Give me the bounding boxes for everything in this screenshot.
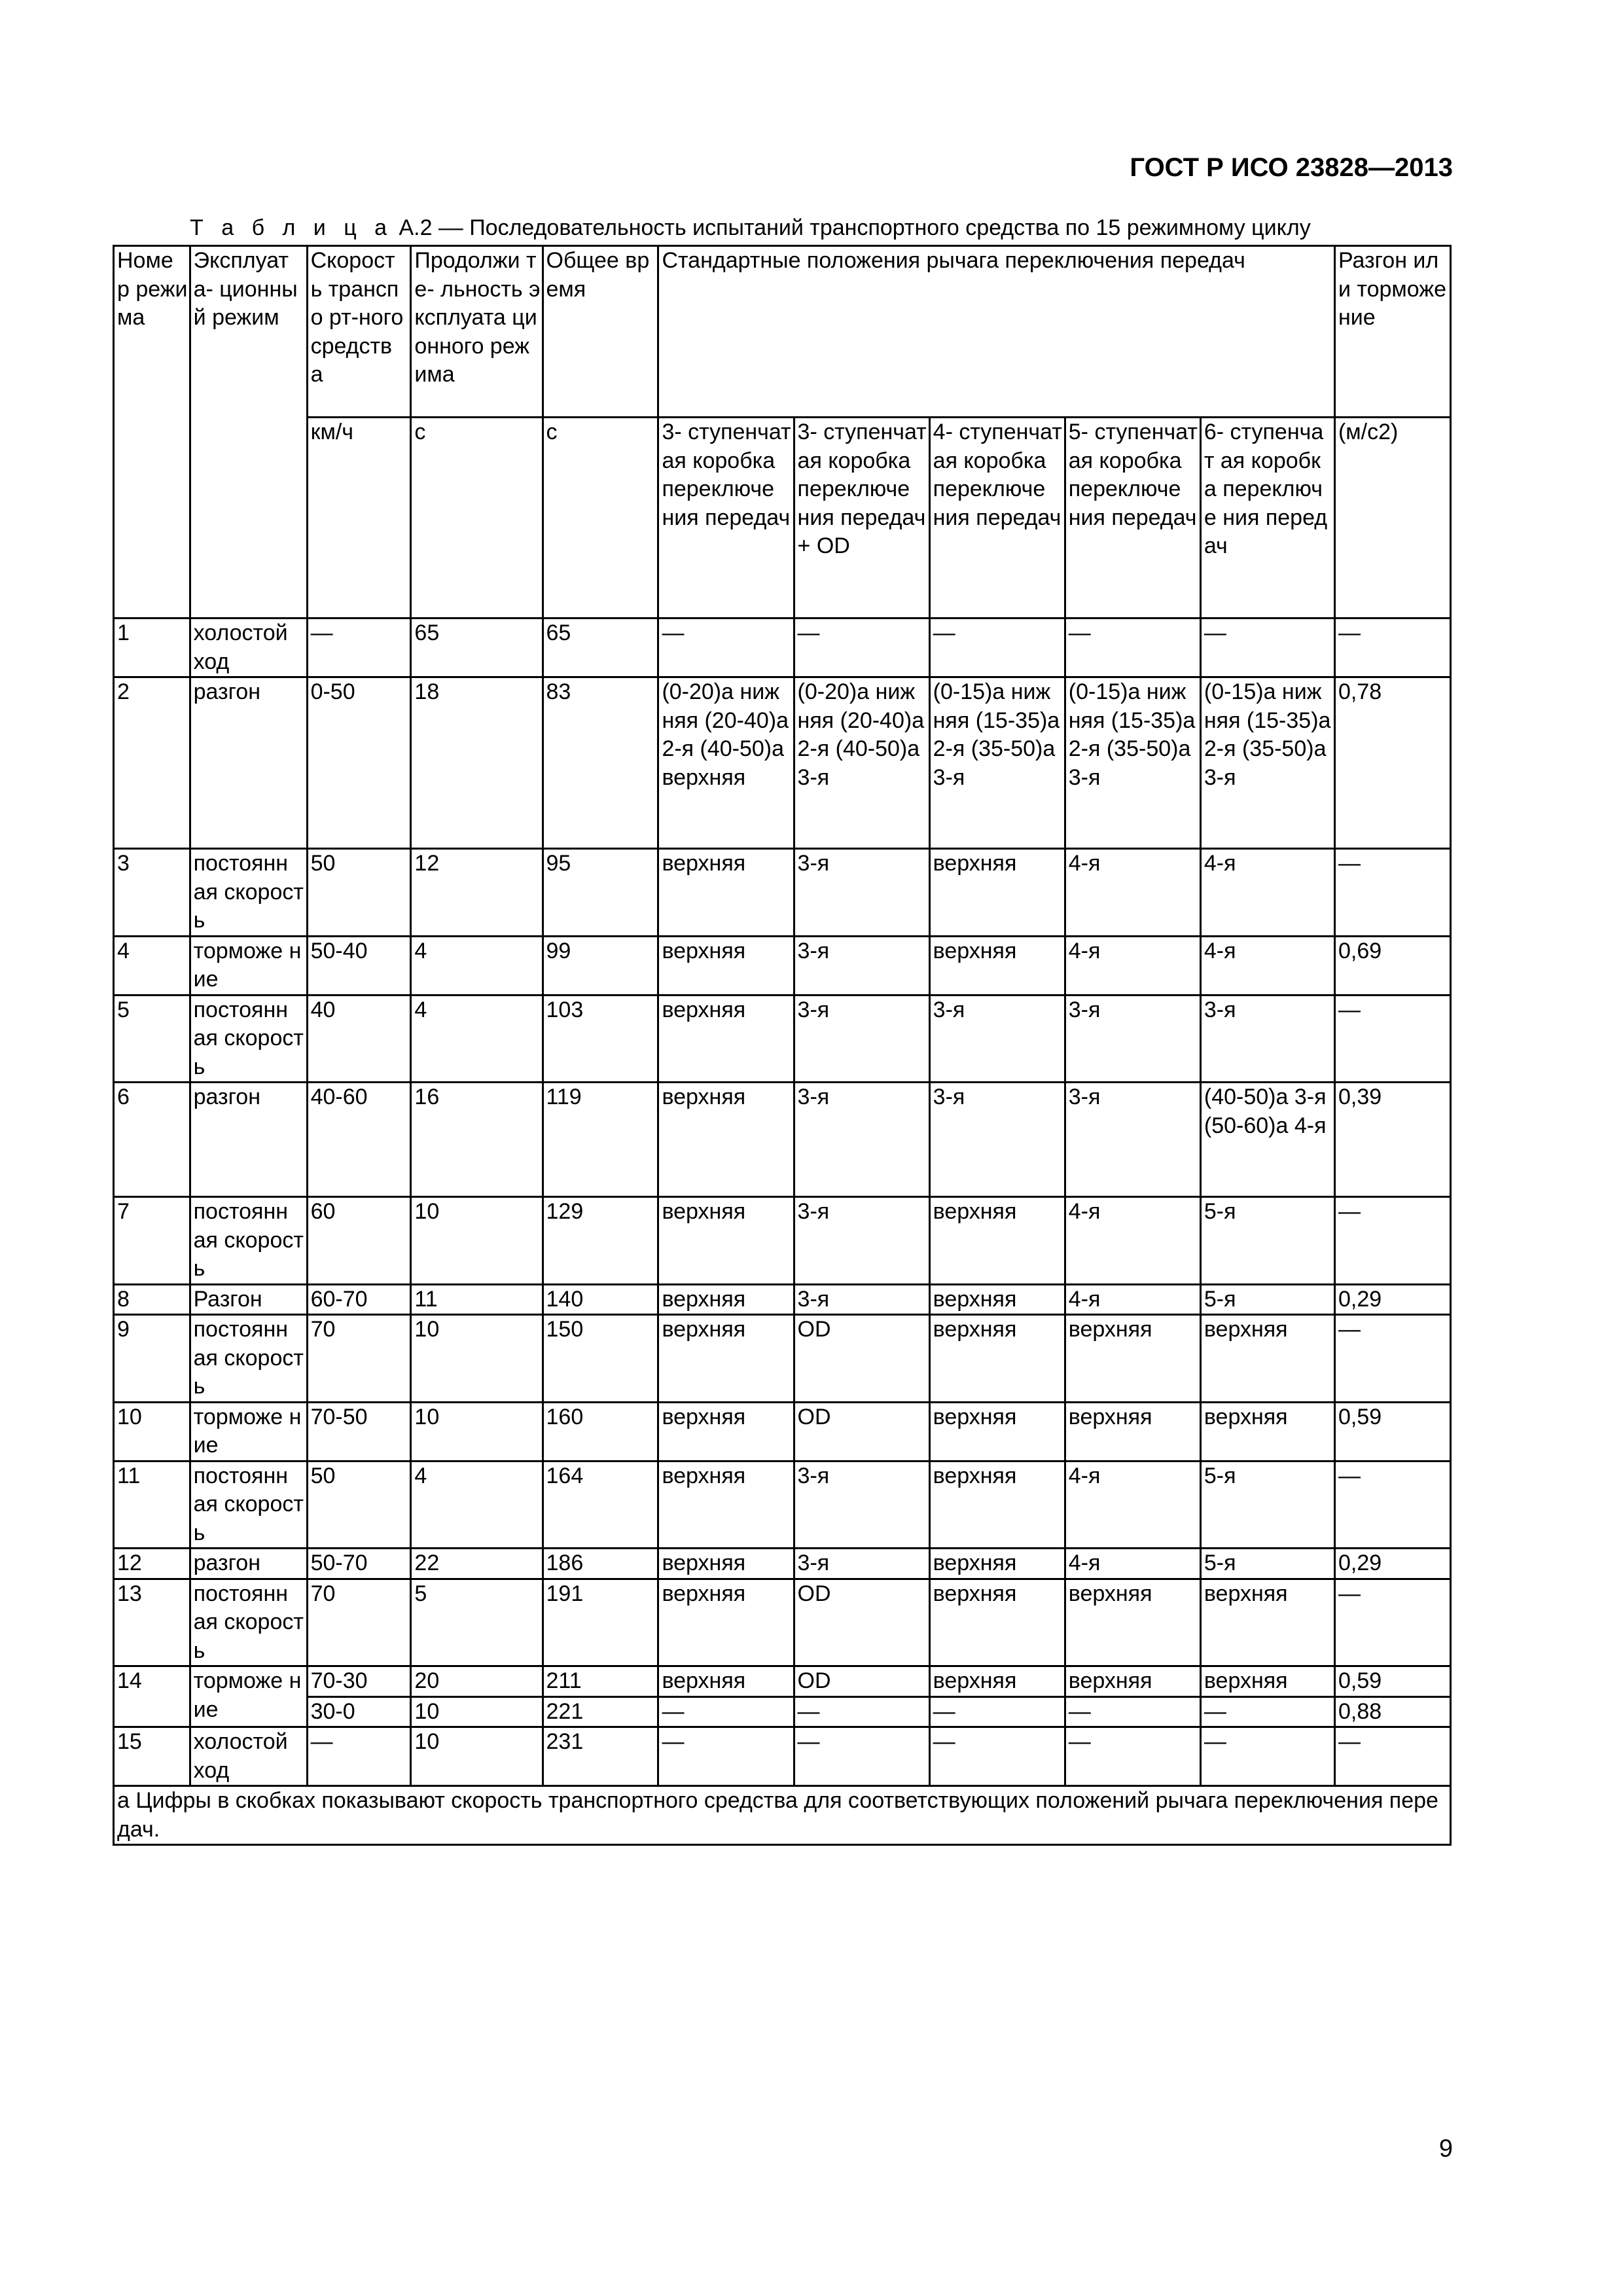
header-operating-mode: Эксплуат а- ционный режим	[190, 246, 307, 619]
table-cell: —	[1334, 1197, 1450, 1285]
table-row	[114, 849, 1451, 937]
table-row	[114, 1579, 1451, 1666]
table-cell: 164	[543, 1461, 658, 1549]
table-cell: 70-50	[307, 1402, 411, 1461]
header-gear-positions: Стандартные положения рычага переключения передач	[658, 246, 1335, 418]
table-cell: 4-я	[1200, 936, 1334, 995]
gearbox-3-speed-od: 3- ступенчат ая коробка переключе ния передач + OD	[794, 418, 929, 619]
table-cell: верхняя	[658, 1083, 794, 1197]
table-cell: 103	[543, 995, 658, 1083]
table-body	[114, 246, 1451, 1845]
table-cell: —	[1200, 619, 1334, 677]
table-cell: верхняя	[929, 849, 1065, 937]
table-row	[114, 619, 1451, 677]
header-mode-number: Номе р режи ма	[114, 246, 190, 619]
table-cell: 83	[543, 677, 658, 849]
table-cell: 50	[307, 849, 411, 937]
table-cell: постоянн ая скорость	[190, 849, 307, 937]
table-cell: —	[307, 619, 411, 677]
table-cell: —	[658, 1727, 794, 1786]
table-cell: верхняя	[658, 995, 794, 1083]
table-cell: 3-я	[794, 936, 929, 995]
table-cell: 221	[543, 1696, 658, 1727]
table-cell: верхняя	[658, 1197, 794, 1285]
header-mode-duration: Продолжи те- льность эксплуата ционного режима	[411, 246, 543, 418]
table-cell: 3-я	[794, 1549, 929, 1579]
table-cell: 9	[114, 1315, 190, 1403]
table-cell: 0,88	[1334, 1696, 1450, 1727]
table-cell: торможе ние	[190, 1666, 307, 1727]
table-cell: 0,59	[1334, 1666, 1450, 1697]
table-cell: (0-15)а нижняя (15-35)а 2-я (35-50)а 3-я	[1065, 677, 1200, 849]
gearbox-5-speed: 5- ступенчат ая коробка переключе ния передач	[1065, 418, 1200, 619]
table-cell: 3-я	[794, 849, 929, 937]
table-cell: —	[658, 1696, 794, 1727]
table-cell: верхняя	[658, 1315, 794, 1403]
table-cell: 150	[543, 1315, 658, 1403]
table-cell: (0-20)а нижняя (20-40)а 2-я (40-50)а 3-я	[794, 677, 929, 849]
table-cell: торможе ние	[190, 1402, 307, 1461]
table-cell: 50	[307, 1461, 411, 1549]
table-cell: —	[1200, 1696, 1334, 1727]
header-row	[114, 246, 1451, 418]
table-cell: 99	[543, 936, 658, 995]
table-cell: 60	[307, 1197, 411, 1285]
table-cell: —	[1334, 619, 1450, 677]
table-cell: постоянн ая скорость	[190, 1579, 307, 1666]
table-cell: 95	[543, 849, 658, 937]
table-cell: 3-я	[794, 1083, 929, 1197]
table-row	[114, 1402, 1451, 1461]
table-cell: 0-50	[307, 677, 411, 849]
table-cell: 3-я	[794, 995, 929, 1083]
table-cell: верхняя	[929, 1549, 1065, 1579]
table-cell: 186	[543, 1549, 658, 1579]
table-caption-prefix: Т а б л и ц а	[190, 215, 393, 240]
table-cell: 0,29	[1334, 1549, 1450, 1579]
table-cell: (0-15)а нижняя (15-35)а 2-я (35-50)а 3-я	[929, 677, 1065, 849]
table-cell: верхняя	[929, 1579, 1065, 1666]
table-row	[114, 1727, 1451, 1786]
table-cell: 7	[114, 1197, 190, 1285]
table-cell: верхняя	[658, 1549, 794, 1579]
table-cell: верхняя	[1200, 1579, 1334, 1666]
table-caption-text: А.2 –– Последовательность испытаний транспортного средства по 15 режимному циклу	[399, 215, 1311, 240]
table-cell: 70	[307, 1579, 411, 1666]
table-cell: 18	[411, 677, 543, 849]
table-cell: 5	[114, 995, 190, 1083]
table-row	[114, 1461, 1451, 1549]
table-cell: 10	[114, 1402, 190, 1461]
table-cell: 5-я	[1200, 1284, 1334, 1315]
table-cell: —	[1065, 1727, 1200, 1786]
table-cell: 211	[543, 1666, 658, 1697]
table-cell: 1	[114, 619, 190, 677]
table-cell: —	[307, 1727, 411, 1786]
table-cell: верхняя	[929, 1284, 1065, 1315]
table-cell: 2	[114, 677, 190, 849]
page-number: 9	[1438, 2135, 1453, 2162]
table-cell: —	[1334, 995, 1450, 1083]
table-cell: —	[794, 1696, 929, 1727]
table-cell: верхняя	[929, 1197, 1065, 1285]
table-cell: 65	[543, 619, 658, 677]
table-cell: 10	[411, 1696, 543, 1727]
gearbox-4-speed: 4- ступенчат ая коробка переключе ния передач	[929, 418, 1065, 619]
table-cell: 10	[411, 1402, 543, 1461]
table-cell: верхняя	[1065, 1402, 1200, 1461]
table-cell: верхняя	[929, 1461, 1065, 1549]
table-cell: холостой ход	[190, 1727, 307, 1786]
table-cell: OD	[794, 1666, 929, 1697]
table-cell: разгон	[190, 1083, 307, 1197]
table-cell: —	[929, 1696, 1065, 1727]
table-cell: верхняя	[929, 1315, 1065, 1403]
table-cell: 40-60	[307, 1083, 411, 1197]
table-cell: Разгон	[190, 1284, 307, 1315]
table-cell: 65	[411, 619, 543, 677]
table-cell: 5-я	[1200, 1461, 1334, 1549]
unit-duration: с	[411, 418, 543, 619]
table-cell: 3-я	[1200, 995, 1334, 1083]
table-cell: 5-я	[1200, 1549, 1334, 1579]
table-cell: 4-я	[1200, 849, 1334, 937]
table-cell: 12	[411, 849, 543, 937]
table-cell: 4-я	[1065, 1197, 1200, 1285]
table-cell: OD	[794, 1402, 929, 1461]
table-cell: 50-40	[307, 936, 411, 995]
table-cell: 11	[411, 1284, 543, 1315]
gearbox-3-speed: 3- ступенчат ая коробка переключе ния передач	[658, 418, 794, 619]
table-cell: верхняя	[658, 1579, 794, 1666]
table-cell: верхняя	[658, 936, 794, 995]
table-cell: постоянн ая скорость	[190, 1197, 307, 1285]
table-cell: 30-0	[307, 1696, 411, 1727]
table-row	[114, 1315, 1451, 1403]
table-cell: 0,69	[1334, 936, 1450, 995]
table-cell: 70	[307, 1315, 411, 1403]
table-cell: 3-я	[1065, 995, 1200, 1083]
table-cell: 10	[411, 1727, 543, 1786]
table-cell: 4	[411, 995, 543, 1083]
table-cell: 0,29	[1334, 1284, 1450, 1315]
table-cell: (0-15)а нижняя (15-35)а 2-я (35-50)а 3-я	[1200, 677, 1334, 849]
table-cell: —	[929, 1727, 1065, 1786]
table-cell: 14	[114, 1666, 190, 1727]
table-cell: 4-я	[1065, 1549, 1200, 1579]
header-total-time: Общее время	[543, 246, 658, 418]
table-cell: 50-70	[307, 1549, 411, 1579]
table-cell: 6	[114, 1083, 190, 1197]
table-cell: верхняя	[1200, 1402, 1334, 1461]
table-cell: 4-я	[1065, 849, 1200, 937]
table-cell: верхняя	[1200, 1666, 1334, 1697]
table-cell: 22	[411, 1549, 543, 1579]
table-cell: 4-я	[1065, 1461, 1200, 1549]
table-cell: —	[1334, 849, 1450, 937]
table-cell: 140	[543, 1284, 658, 1315]
table-cell: 0,59	[1334, 1402, 1450, 1461]
table-cell: верхняя	[929, 936, 1065, 995]
table-cell: 0,39	[1334, 1083, 1450, 1197]
table-cell: верхняя	[1065, 1666, 1200, 1697]
table-cell: верхняя	[929, 1666, 1065, 1697]
table-cell: постоянн ая скорость	[190, 1315, 307, 1403]
gearbox-6-speed: 6- ступенчат ая коробка переключе ния передач	[1200, 418, 1334, 619]
table-row	[114, 1197, 1451, 1285]
table-row	[114, 677, 1451, 849]
table-cell: (0-20)а нижняя (20-40)а 2-я (40-50)а верхняя	[658, 677, 794, 849]
table-cell: —	[658, 619, 794, 677]
table-cell: —	[1065, 619, 1200, 677]
table-cell: 70-30	[307, 1666, 411, 1697]
table-cell: постоянн ая скорость	[190, 995, 307, 1083]
unit-speed: км/ч	[307, 418, 411, 619]
table-cell: верхняя	[658, 1461, 794, 1549]
table-cell: —	[794, 619, 929, 677]
table-cell: 10	[411, 1315, 543, 1403]
test-sequence-table	[113, 245, 1452, 1846]
table-cell: 4	[411, 1461, 543, 1549]
table-cell: OD	[794, 1579, 929, 1666]
table-cell: 3-я	[794, 1461, 929, 1549]
table-cell: разгон	[190, 677, 307, 849]
table-cell: —	[1334, 1315, 1450, 1403]
table-cell: 3-я	[929, 995, 1065, 1083]
table-cell: 11	[114, 1461, 190, 1549]
table-cell: 12	[114, 1549, 190, 1579]
header-acceleration: Разгон или торможе ние	[1334, 246, 1450, 418]
table-cell: 3-я	[1065, 1083, 1200, 1197]
table-cell: —	[1065, 1696, 1200, 1727]
table-cell: —	[1334, 1579, 1450, 1666]
table-cell: 191	[543, 1579, 658, 1666]
table-cell: верхняя	[1200, 1315, 1334, 1403]
table-cell: 129	[543, 1197, 658, 1285]
table-cell: 4	[114, 936, 190, 995]
table-caption	[190, 215, 1311, 241]
table-cell: 10	[411, 1197, 543, 1285]
table-cell: —	[1334, 1727, 1450, 1786]
table-cell: 40	[307, 995, 411, 1083]
table-cell: верхняя	[929, 1402, 1065, 1461]
table-cell: верхняя	[1065, 1579, 1200, 1666]
table-footnote: а Цифры в скобках показывают скорость транспортного средства для соответствующих положений рычага переключения передач.	[114, 1786, 1451, 1845]
table-row	[114, 1549, 1451, 1579]
table-cell: 119	[543, 1083, 658, 1197]
table-cell: 20	[411, 1666, 543, 1697]
table-cell: постоянн ая скорость	[190, 1461, 307, 1549]
table-cell: 60-70	[307, 1284, 411, 1315]
table-cell: 3	[114, 849, 190, 937]
table-row	[114, 1083, 1451, 1197]
table-cell: верхняя	[658, 849, 794, 937]
table-row	[114, 995, 1451, 1083]
table-cell: верхняя	[658, 1284, 794, 1315]
table-cell: верхняя	[658, 1666, 794, 1697]
table-row	[114, 1284, 1451, 1315]
table-cell: 15	[114, 1727, 190, 1786]
table-row	[114, 1666, 1451, 1697]
table-cell: 3-я	[929, 1083, 1065, 1197]
table-cell: —	[1200, 1727, 1334, 1786]
table-cell: 5-я	[1200, 1197, 1334, 1285]
table-cell: 3-я	[794, 1284, 929, 1315]
table-cell: —	[929, 619, 1065, 677]
table-cell: 16	[411, 1083, 543, 1197]
table-cell: торможе ние	[190, 936, 307, 995]
table-cell: верхняя	[1065, 1315, 1200, 1403]
unit-total-time: с	[543, 418, 658, 619]
table-cell: OD	[794, 1315, 929, 1403]
table-row	[114, 936, 1451, 995]
table-cell: —	[1334, 1461, 1450, 1549]
table-cell: 3-я	[794, 1197, 929, 1285]
units-row	[114, 418, 1451, 619]
table-cell: 0,78	[1334, 677, 1450, 849]
table-cell: верхняя	[658, 1402, 794, 1461]
table-cell: 4-я	[1065, 1284, 1200, 1315]
unit-acceleration: (м/с2)	[1334, 418, 1450, 619]
table-cell: 160	[543, 1402, 658, 1461]
table-cell: 231	[543, 1727, 658, 1786]
table-cell: 4	[411, 936, 543, 995]
document-designation: ГОСТ Р ИСО 23828—2013	[1130, 153, 1453, 182]
table-cell: 8	[114, 1284, 190, 1315]
table-cell: (40-50)а 3-я (50-60)а 4-я	[1200, 1083, 1334, 1197]
table-row	[114, 1696, 1451, 1727]
table-cell: 13	[114, 1579, 190, 1666]
footnote-row	[114, 1786, 1451, 1845]
header-vehicle-speed: Скорост ь транспо рт-ного средств а	[307, 246, 411, 418]
table-cell: разгон	[190, 1549, 307, 1579]
table-cell: —	[794, 1727, 929, 1786]
table-cell: 5	[411, 1579, 543, 1666]
table-cell: холостой ход	[190, 619, 307, 677]
table-cell: 4-я	[1065, 936, 1200, 995]
